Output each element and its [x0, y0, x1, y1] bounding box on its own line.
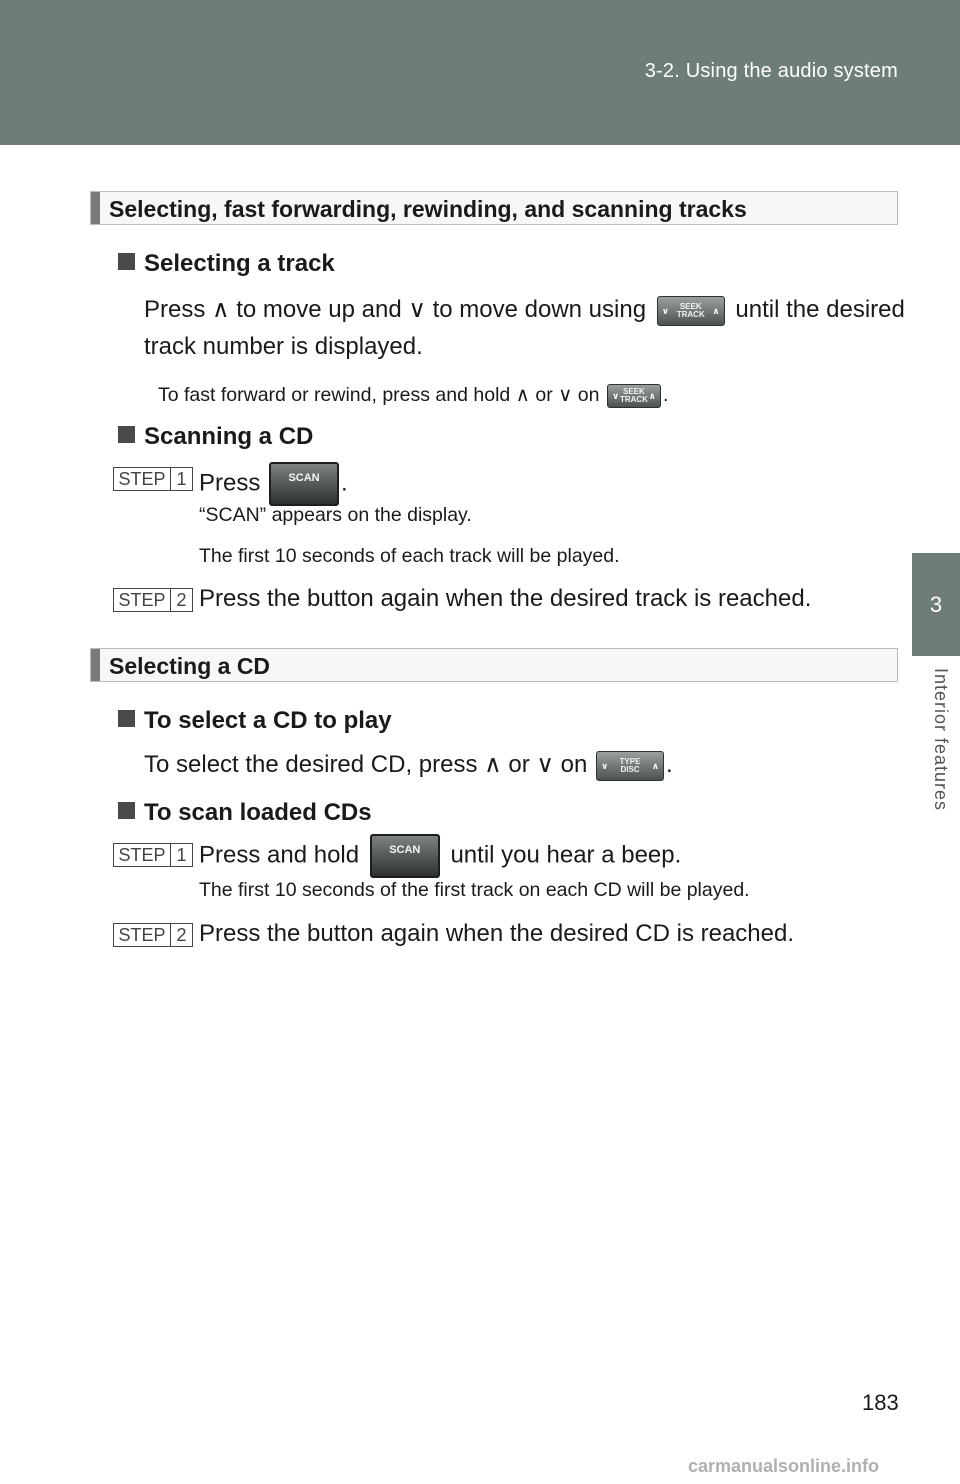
- type-disc-button-icon: ∨ TYPE DISC ∧: [596, 751, 664, 781]
- bullet-square-icon: [118, 253, 135, 270]
- section-accent: [91, 192, 100, 224]
- chapter-number: 3: [929, 591, 943, 617]
- select-cd-line: To select the desired CD, press ∧ or ∨ on ∨ TYPE DISC ∧ .: [144, 747, 673, 783]
- subheading-scanning-cd: Scanning a CD: [118, 423, 313, 451]
- scan-cds-note: The first 10 seconds of the first track on each CD will be played.: [199, 879, 750, 901]
- section-title: Selecting, fast forwarding, rewinding, and scanning tracks: [109, 196, 747, 222]
- step-badge: STEP 2: [113, 588, 193, 612]
- fast-forward-note: To fast forward or rewind, press and hold ∧ or ∨ on ∨ SEEK TRACK ∧ .: [158, 384, 669, 406]
- scan-note-1: “SCAN” appears on the display.: [199, 504, 472, 526]
- section-header-cd: [90, 648, 898, 682]
- selecting-track-line2: track number is displayed.: [144, 333, 423, 360]
- step-text: Press the button again when the desired CD is reached.: [199, 920, 795, 947]
- scan-button-icon: SCAN: [269, 462, 339, 506]
- chapter-tab: [912, 553, 960, 656]
- bullet-square-icon: [118, 426, 135, 443]
- seek-track-button-icon: ∨ SEEK TRACK ∧: [657, 296, 725, 326]
- step-badge: STEP 2: [113, 923, 193, 947]
- subheading-select-cd: To select a CD to play: [118, 707, 392, 735]
- step-text: Press and hold SCAN until you hear a beep.: [199, 834, 681, 878]
- section-header-tracks: [90, 191, 898, 225]
- selecting-track-line1: Press ∧ to move up and ∨ to move down using ∨ SEEK TRACK ∧ until the desired: [144, 292, 905, 328]
- bullet-square-icon: [118, 710, 135, 727]
- step-text: Press SCAN .: [199, 462, 348, 506]
- scan-note-2: The first 10 seconds of each track will be played.: [199, 545, 620, 567]
- subheading-scan-cds: To scan loaded CDs: [118, 799, 372, 827]
- seek-track-button-icon: ∨ SEEK TRACK ∧: [607, 384, 661, 408]
- step-badge: STEP 1: [113, 843, 193, 867]
- section-title: Selecting a CD: [109, 653, 271, 679]
- bullet-square-icon: [118, 802, 135, 819]
- chapter-heading: 3-2. Using the audio system: [644, 60, 898, 82]
- step-badge: STEP 1: [113, 467, 193, 491]
- step-text: Press the button again when the desired track is reached.: [199, 585, 812, 612]
- subheading-selecting-track: Selecting a track: [118, 250, 335, 278]
- page-number: 183: [862, 1390, 899, 1415]
- watermark: carmanualsonline.info: [688, 1456, 880, 1476]
- chapter-label: Interior features: [931, 668, 951, 812]
- section-accent: [91, 649, 100, 681]
- scan-button-icon: SCAN: [370, 834, 440, 878]
